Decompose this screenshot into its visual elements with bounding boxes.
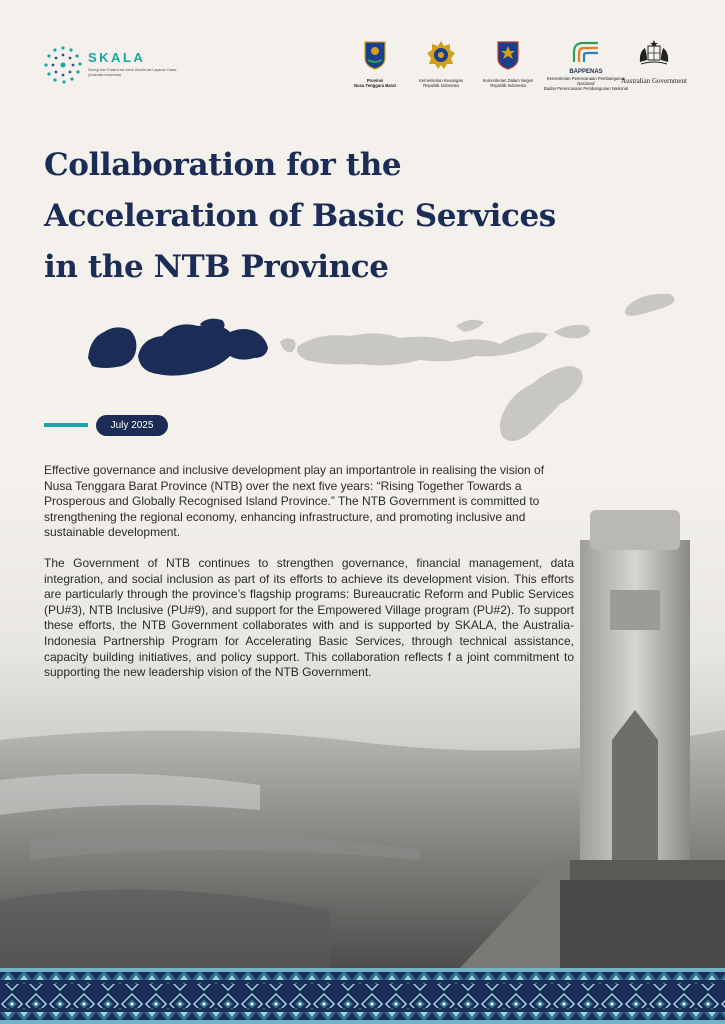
australian-government-caption: Australian Government bbox=[621, 77, 687, 85]
partner-caption: Provinsi bbox=[366, 78, 384, 83]
ntb-province-emblem-icon bbox=[363, 40, 387, 70]
bappenas-logo-icon bbox=[571, 40, 601, 64]
body-text bbox=[44, 463, 574, 696]
partner-caption: Kementerian Keuangan bbox=[418, 78, 463, 83]
partner-ministry-finance bbox=[406, 40, 476, 88]
paragraph: Effective governance and inclusive development play an importantrole in realising the vision of Nusa Tenggara Barat Province (NTB) over the next five years: “Rising Together Towards a Prosperous and Globally Recognised Island Province.” The NTB Government is committed to strengthening the regional economy, enhancing infrastructure, and promoting inclusive and sustainable development. bbox=[44, 463, 545, 540]
partner-caption: Kementerian Dalam Negeri bbox=[482, 78, 534, 83]
australian-coat-of-arms-icon bbox=[637, 40, 671, 68]
partner-ministry-home-affairs bbox=[470, 40, 546, 88]
partner-caption: Nusa Tenggara Barat bbox=[354, 83, 396, 88]
skala-wordmark: SKALA bbox=[88, 50, 146, 65]
ministry-of-home-affairs-emblem-icon bbox=[496, 40, 520, 70]
partner-caption: Republik Indonesia bbox=[490, 83, 526, 88]
document-title bbox=[44, 140, 664, 293]
ntb-region-map bbox=[80, 286, 690, 454]
skala-tagline: Sinergi dan Kolaborasi untuk Akselerasi Layanan Dasar (Australia-Indonesia) bbox=[88, 68, 177, 77]
date-accent-rule bbox=[44, 423, 88, 427]
partner-logos bbox=[340, 40, 685, 96]
partner-ntb-province bbox=[340, 40, 410, 88]
bappenas-title: BAPPENAS bbox=[569, 69, 603, 75]
neighbouring-islands bbox=[280, 294, 675, 441]
partner-bappenas bbox=[542, 40, 630, 91]
skala-dots-icon bbox=[42, 44, 84, 86]
paragraph: The Government of NTB continues to strengthen governance, financial management, data integration, and social inclusion as part of its efforts to achieve its development vision. This efforts are particularly through the province’s flagship programs: Bureaucratic Reform and Public Services (PU#3), NTB Inclusive (PU#9), and support for the Empowered Village program (PU#2). To support these efforts, the NTB Government collaborates with and is supported by SKALA, the Australia-Indonesia Partnership Program for Accelerating Basic Services, through technical assistance, capacity building initiatives, and policy support. This collaboration reflects f a joint commitment to supporting the new leadership vision of the NTB Government. bbox=[44, 555, 574, 680]
ntb-islands-highlighted bbox=[88, 319, 268, 376]
partner-caption: Republik Indonesia bbox=[423, 83, 459, 88]
skala-logo bbox=[42, 44, 182, 88]
title-line: Collaboration for the bbox=[44, 147, 402, 183]
title-line: Acceleration of Basic Services bbox=[44, 198, 556, 234]
title-line: in the NTB Province bbox=[44, 249, 389, 285]
partner-caption: Badan Perencanaan Pembangunan Nasional bbox=[543, 86, 629, 91]
partner-australian-government bbox=[620, 40, 688, 84]
date-badge: July 2025 bbox=[96, 415, 168, 436]
ministry-of-finance-emblem-icon bbox=[426, 40, 456, 70]
decorative-pattern-band bbox=[0, 968, 725, 1024]
partner-caption: Kementerian Perencanaan Pembangunan Nasional/ bbox=[546, 76, 626, 86]
